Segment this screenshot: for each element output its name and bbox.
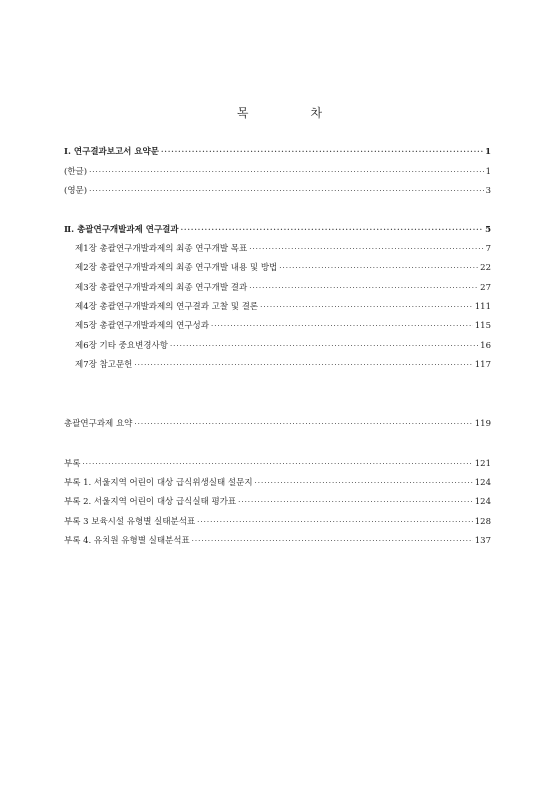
toc-entry-part2[interactable] <box>64 224 491 236</box>
leader-dots <box>134 418 472 430</box>
toc-page-number: 111 <box>474 302 491 312</box>
toc-page-number: 121 <box>474 459 491 469</box>
toc-entry-appendix-1[interactable] <box>64 477 491 489</box>
leader-dots <box>161 146 483 158</box>
toc-page-number: 1 <box>485 147 491 157</box>
toc-label: 제5장 총괄연구개발과제의 연구성과 <box>75 321 209 331</box>
toc-page-number: 3 <box>485 186 491 196</box>
toc-label: Ⅱ. 총괄연구개발과제 연구결과 <box>64 225 179 235</box>
leader-dots <box>181 224 484 236</box>
leader-dots <box>192 535 473 547</box>
toc-page-number: 27 <box>480 283 491 293</box>
toc-entry-appendix-3[interactable] <box>64 516 491 528</box>
toc-page-number: 119 <box>474 419 491 429</box>
toc-label: 부록 2. 서울지역 어린이 대상 급식실태 평가표 <box>64 497 237 507</box>
toc-page-number: 16 <box>480 341 491 351</box>
leader-dots <box>211 320 473 332</box>
toc-entry-chapter-6[interactable] <box>75 340 491 352</box>
toc-label: 부록 <box>64 459 81 469</box>
leader-dots <box>249 243 483 255</box>
toc-label: 부록 4. 유치원 유형별 실태분석표 <box>64 536 190 546</box>
toc-entry-chapter-7[interactable] <box>75 359 491 371</box>
toc-label: 부록 3 보육시설 유형별 실태분석표 <box>64 517 196 527</box>
leader-dots <box>82 458 472 470</box>
toc-page-number: 124 <box>474 478 491 488</box>
toc-entry-appendix-2[interactable] <box>64 496 491 508</box>
toc-page-number: 1 <box>485 167 491 177</box>
toc-entry-summary[interactable] <box>64 418 491 430</box>
title-char-1: 목 <box>236 106 249 120</box>
toc-entry-appendix[interactable] <box>64 458 491 470</box>
leader-dots <box>249 282 478 294</box>
toc-label: 제3장 총괄연구개발과제의 최종 연구개발 결과 <box>75 283 248 293</box>
toc-page-number: 137 <box>474 536 491 546</box>
leader-dots <box>260 301 473 313</box>
leader-dots <box>279 262 478 274</box>
toc-entry-chapter-4[interactable] <box>75 301 491 313</box>
toc-entry-korean-summary[interactable] <box>64 166 491 178</box>
toc-page-number: 124 <box>474 497 491 507</box>
leader-dots <box>255 477 473 489</box>
toc-page-number: 128 <box>474 517 491 527</box>
toc-entry-chapter-1[interactable] <box>75 243 491 255</box>
toc-entry-chapter-3[interactable] <box>75 282 491 294</box>
toc-label: 총괄연구과제 요약 <box>64 419 133 429</box>
toc-entry-chapter-2[interactable] <box>75 262 491 274</box>
toc-label: 제4장 총괄연구개발과제의 연구결과 고찰 및 결론 <box>75 302 259 312</box>
title-char-2: 차 <box>310 106 323 120</box>
leader-dots <box>238 496 473 508</box>
toc-label: (영문) <box>64 186 88 196</box>
toc-entry-chapter-5[interactable] <box>75 320 491 332</box>
leader-dots <box>89 185 484 197</box>
toc-page-number: 117 <box>474 360 491 370</box>
toc-page-number: 115 <box>474 321 491 331</box>
leader-dots <box>197 516 473 528</box>
toc-label: Ⅰ. 연구결과보고서 요약문 <box>64 147 159 157</box>
leader-dots <box>134 359 472 371</box>
toc-entry-part1[interactable] <box>64 146 491 158</box>
toc-label: 제6장 기타 중요변경사항 <box>75 341 168 351</box>
leader-dots <box>89 166 484 178</box>
toc-label: 제1장 총괄연구개발과제의 최종 연구개발 목표 <box>75 244 248 254</box>
toc-page-number: 5 <box>485 225 491 235</box>
toc-page-number: 22 <box>480 263 491 273</box>
leader-dots <box>170 340 478 352</box>
toc-page-number: 7 <box>485 244 491 254</box>
toc-label: 제7장 참고문헌 <box>75 360 133 370</box>
toc-label: 부록 1. 서울지역 어린이 대상 급식위생실태 설문지 <box>64 478 253 488</box>
page-title <box>0 104 559 121</box>
toc-entry-appendix-4[interactable] <box>64 535 491 547</box>
toc-label: (한글) <box>64 167 88 177</box>
toc-label: 제2장 총괄연구개발과제의 최종 연구개발 내용 및 방법 <box>75 263 278 273</box>
toc-entry-english-summary[interactable] <box>64 185 491 197</box>
